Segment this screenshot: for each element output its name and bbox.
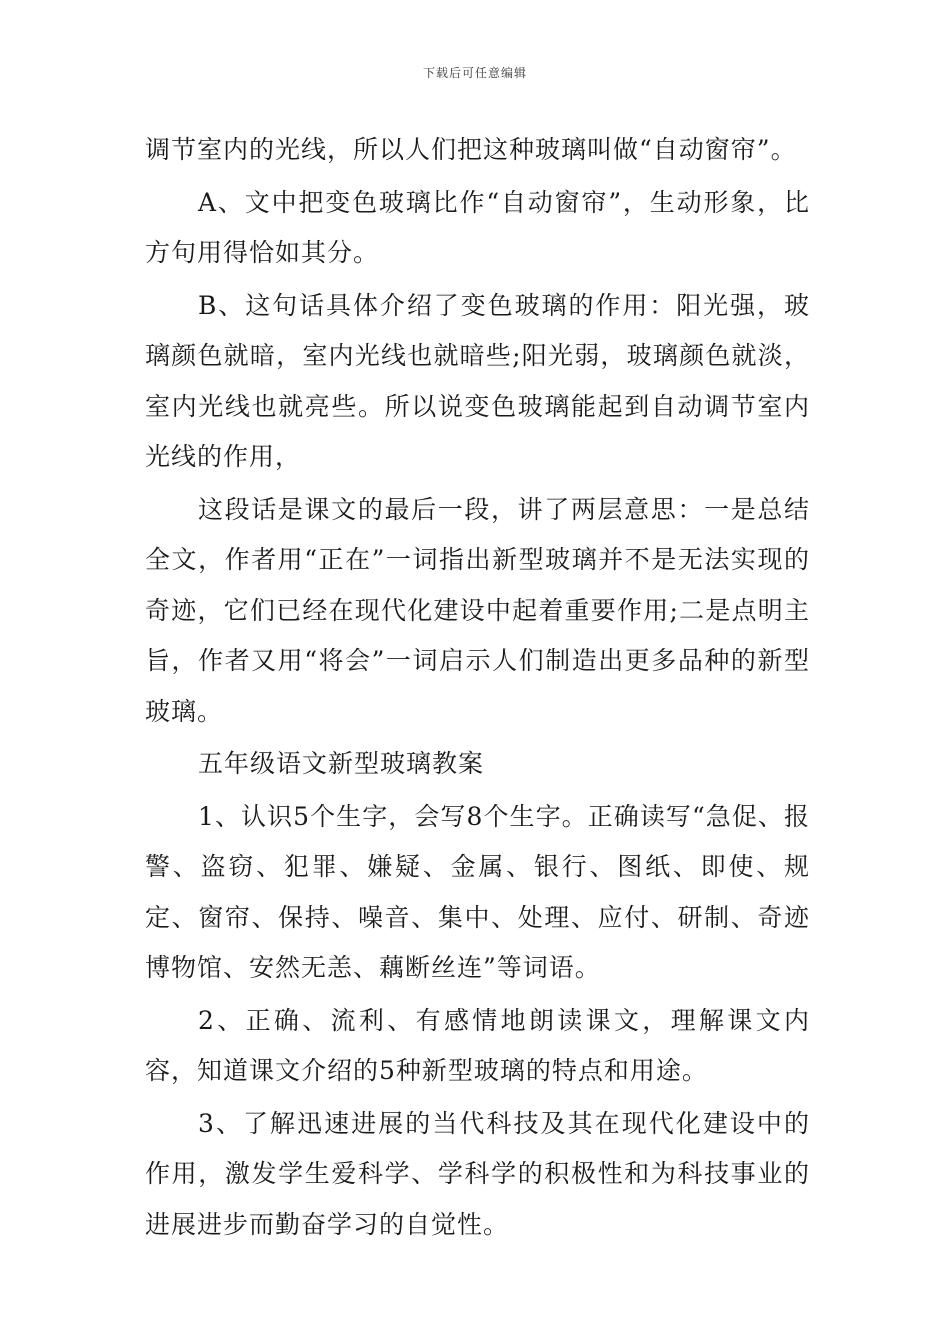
paragraph: 1、认识5个生字，会写8个生字。正确读写“急促、报警、盗窃、犯罪、嫌疑、金属、银行、图纸、即使、规定、窗帘、保持、噪音、集中、处理、应付、研制、奇迹博物馆、安然无恙、藕断丝连”等词语。 [145,801,810,982]
paragraph: 2、正确、流利、有感情地朗读课文，理解课文内容，知道课文介绍的5种新型玻璃的特点和用途。 [145,1005,810,1085]
header-note: 下载后可任意编辑 [422,66,527,80]
document-body [145,125,810,1252]
section-title: 五年级语文新型玻璃教案 [198,749,485,778]
paragraph: A、文中把变色玻璃比作“自动窗帘”，生动形象，比方句用得恰如其分。 [145,187,810,267]
paragraph: 调节室内的光线，所以人们把这种玻璃叫做“自动窗帘”。 [145,135,797,164]
paragraph: 3、了解迅速进展的当代科技及其在现代化建设中的作用，激发学生爱科学、学科学的积极性和为科技事业的进展进步而勤奋学习的自觉性。 [145,1108,810,1239]
paragraph: 这段话是课文的最后一段，讲了两层意思：一是总结全文，作者用“正在”一词指出新型玻璃并不是无法实现的奇迹，它们已经在现代化建设中起着重要作用;二是点明主旨，作者又用“将会”一词启示人们制造出更多品种的新型玻璃。 [145,494,810,726]
paragraph: B、这句话具体介绍了变色玻璃的作用：阳光强，玻璃颜色就暗，室内光线也就暗些;阳光弱，玻璃颜色就淡，室内光线也就亮些。所以说变色玻璃能起到自动调节室内光线的作用， [145,290,810,471]
